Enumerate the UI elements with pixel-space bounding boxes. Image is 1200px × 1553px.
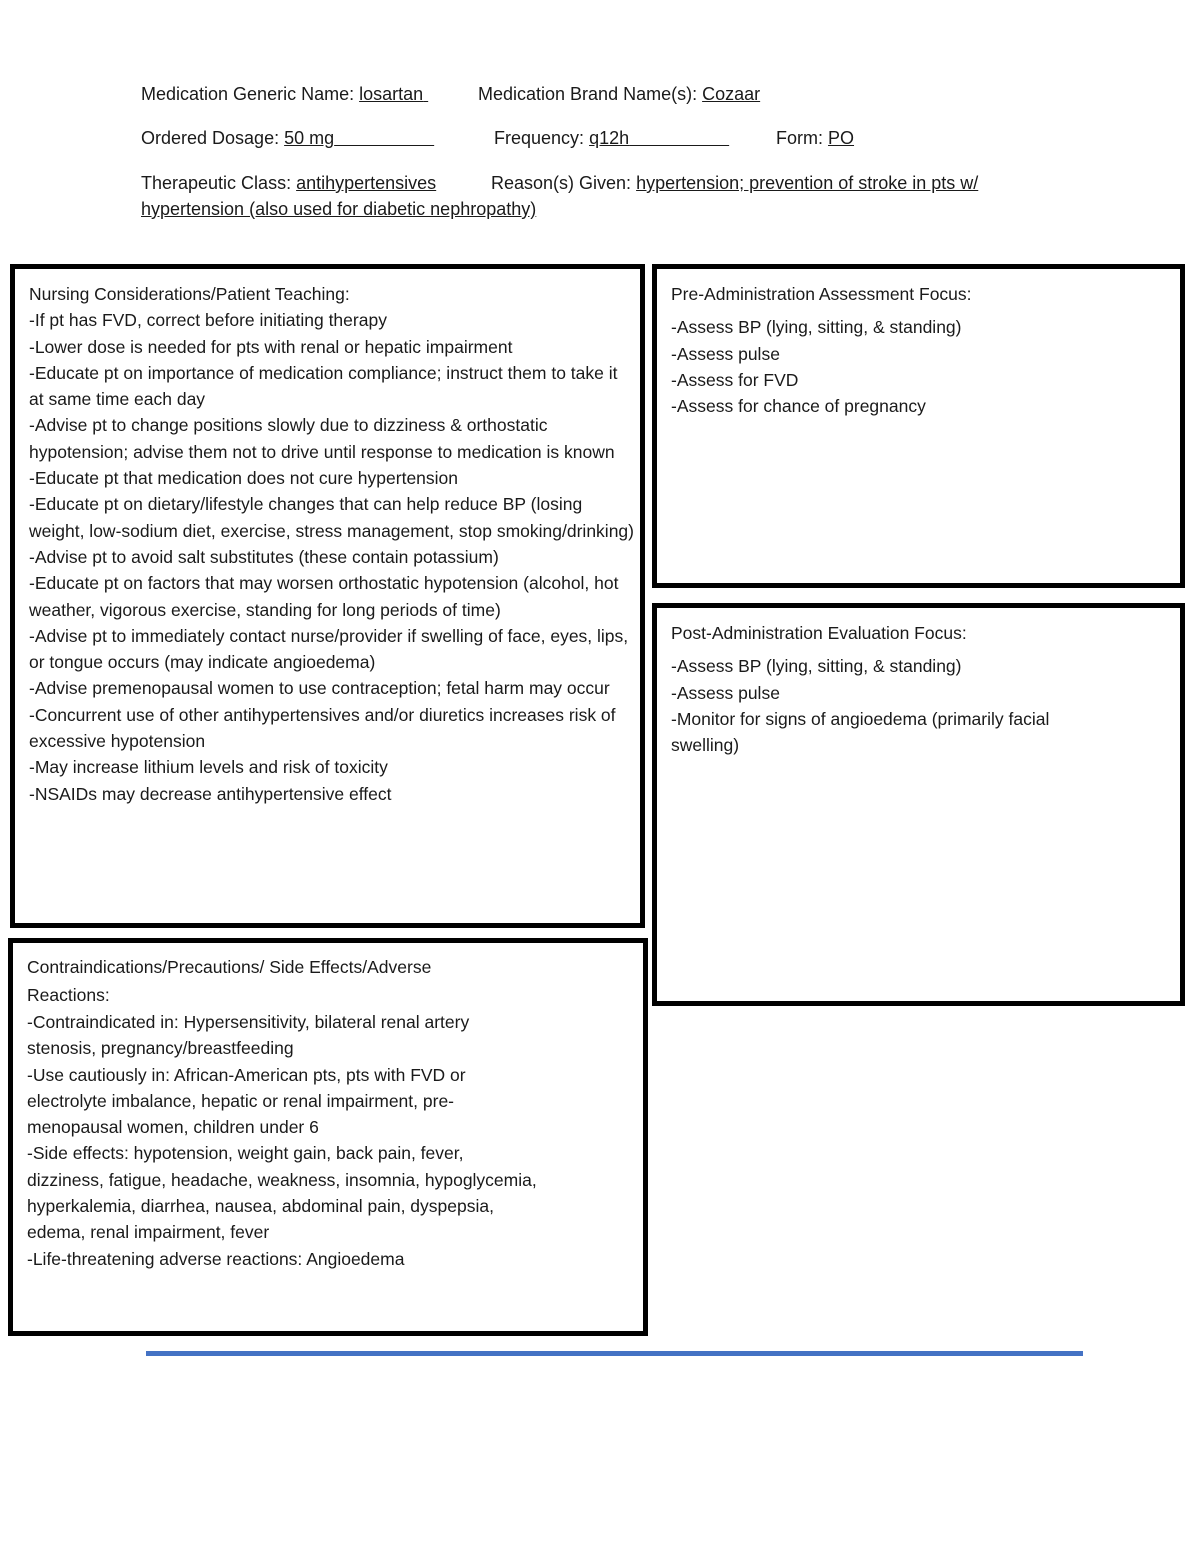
- contraindications-box: [8, 938, 648, 1336]
- list-item: -Concurrent use of other antihypertensives and/or diuretics increases risk of excessive hypotension: [29, 704, 616, 752]
- list-item: -Lower dose is needed for pts with renal or hepatic impairment: [29, 336, 513, 357]
- list-item: -Assess for FVD: [671, 369, 799, 390]
- list-item: -Side effects: hypotension, weight gain, back pain, fever, dizziness, fatigue, headache, weakness, insomnia, hypoglycemia, hyperkalemia, diarrhea, nausea, abdominal pain, dyspepsia, edema, renal impairment, fever: [27, 1143, 537, 1243]
- contra-title-line1: Contraindications/Precautions/ Side Effects/Adverse: [27, 957, 432, 977]
- footer-divider: [146, 1351, 1083, 1356]
- list-item: -Assess for chance of pregnancy: [671, 396, 926, 417]
- list-item: -If pt has FVD, correct before initiating therapy: [29, 310, 387, 331]
- reason-label: Reason(s) Given:: [491, 173, 632, 193]
- list-item: -May increase lithium levels and risk of toxicity: [29, 757, 388, 778]
- form-row: [776, 125, 854, 151]
- list-item: -Assess pulse: [671, 682, 780, 703]
- reason-value-line2: hypertension (also used for diabetic nephropathy): [141, 199, 537, 219]
- form-value: PO: [828, 128, 855, 148]
- list-item: -Monitor for signs of angioedema (primarily facial swelling): [671, 708, 1050, 756]
- pre-admin-title: Pre-Administration Assessment Focus:: [671, 284, 972, 304]
- list-item: -Life-threatening adverse reactions: Angioedema: [27, 1248, 405, 1269]
- list-item: -Educate pt on importance of medication compliance; instruct them to take it at same time each day: [29, 362, 618, 410]
- brand-name-value: Cozaar: [702, 84, 761, 104]
- frequency-label: Frequency:: [494, 128, 585, 148]
- dosage-value: 50 mg: [284, 128, 335, 148]
- list-item: -Educate pt on factors that may worsen orthostatic hypotension (alcohol, hot weather, vigorous exercise, standing for long periods of time): [29, 573, 619, 620]
- list-item: -NSAIDs may decrease antihypertensive effect: [29, 783, 392, 804]
- dosage-row: [141, 125, 434, 151]
- post-administration-box: [652, 603, 1185, 1006]
- dosage-label: Ordered Dosage:: [141, 128, 280, 148]
- generic-name-label: Medication Generic Name:: [141, 84, 355, 104]
- list-item: -Educate pt that medication does not cure hypertension: [29, 468, 459, 489]
- reason-value-line1: hypertension; prevention of stroke in pts w/: [636, 173, 979, 193]
- list-item: -Advise pt to avoid salt substitutes (these contain potassium): [29, 546, 499, 567]
- nursing-considerations-box: [10, 264, 645, 928]
- nursing-title: Nursing Considerations/Patient Teaching:: [29, 284, 350, 304]
- class-row: [141, 170, 436, 196]
- list-item: -Assess pulse: [671, 343, 780, 364]
- list-item: -Use cautiously in: African-American pts, pts with FVD or electrolyte imbalance, hepatic or renal impairment, pre-menopausal women, children under 6: [27, 1064, 466, 1138]
- brand-name-label: Medication Brand Name(s):: [478, 84, 698, 104]
- therapeutic-class-value: antihypertensives: [296, 173, 437, 193]
- list-item: -Assess BP (lying, sitting, & standing): [671, 317, 962, 338]
- reason-continuation-row: [141, 196, 536, 222]
- list-item: -Advise pt to change positions slowly due to dizziness & orthostatic hypotension; advise them not to drive until response to medication is known: [29, 415, 615, 462]
- brand-name-row: [478, 81, 760, 107]
- list-item: -Educate pt on dietary/lifestyle changes that can help reduce BP (losing weight, low-sodium diet, exercise, stress management, stop smoking/drinking): [29, 494, 634, 541]
- frequency-value: q12h: [589, 128, 630, 148]
- form-label: Form:: [776, 128, 823, 148]
- frequency-row: [494, 125, 729, 151]
- therapeutic-class-label: Therapeutic Class:: [141, 173, 292, 193]
- list-item: -Contraindicated in: Hypersensitivity, bilateral renal artery stenosis, pregnancy/breastfeeding: [27, 1012, 470, 1059]
- list-item: -Advise premenopausal women to use contraception; fetal harm may occur: [29, 678, 610, 699]
- list-item: -Assess BP (lying, sitting, & standing): [671, 656, 962, 677]
- reason-row: [491, 170, 978, 196]
- post-admin-title: Post-Administration Evaluation Focus:: [671, 623, 967, 643]
- generic-name-value: losartan: [359, 84, 424, 104]
- contra-title-line2: Reactions:: [27, 985, 110, 1005]
- pre-administration-box: [652, 264, 1185, 588]
- generic-name-row: [141, 81, 428, 107]
- list-item: -Advise pt to immediately contact nurse/provider if swelling of face, eyes, lips, or tongue occurs (may indicate angioedema): [29, 625, 629, 673]
